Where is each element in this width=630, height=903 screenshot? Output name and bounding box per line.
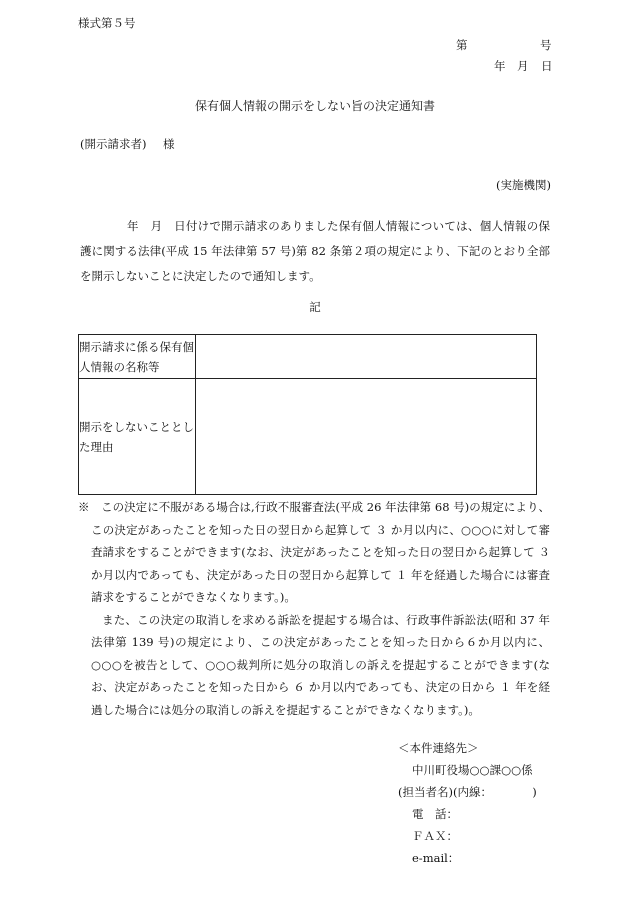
doc-number-go: 号 [540, 38, 552, 52]
implementing-agency: (実施機関) [496, 178, 551, 192]
body-paragraph: 年 月 日付けで開示請求のありました保有個人情報については、個人情報の保護に関する法律(平成 15 年法律第 57 号)第 82 条第２項の規定により、下記のとおり全部を開示しないことに決定したので通知します。 [80, 219, 550, 283]
contact-header: ＜本件連絡先＞ [398, 741, 479, 755]
addressee-honorific: 様 [163, 137, 175, 151]
contact-phone: 電 話： [412, 807, 458, 821]
date-year: 年 [494, 59, 506, 73]
form-number: 様式第５号 [78, 16, 136, 30]
contact-person: (担当者名)(内線： ) [398, 785, 537, 799]
row1-label: 開示請求に係る保有個人情報の名称等 [79, 335, 196, 379]
ki-heading: 記 [309, 300, 321, 314]
table-row [79, 335, 537, 379]
notes-section [78, 496, 550, 721]
date-month: 月 [517, 59, 529, 73]
row2-value [196, 379, 537, 495]
row1-value [196, 335, 537, 379]
contact-email: e-mail： [412, 851, 460, 865]
info-table [78, 334, 537, 495]
note-appeal: ※ この決定に不服がある場合は,行政不服審査法(平成 26 年法律第 68 号)の規定により、この決定があったことを知った日の翌日から起算して ３ か月以内に、○○○に対して審査請求をすることができます(なお、決定があったことを知った日の翌日から起算して ３ か月以内であっても、決定があった日の翌日から起算して １ 年を経過した場合には審査請求をすることができなくなります。)。 [78, 500, 550, 604]
contact-fax: ＦＡＸ： [412, 829, 458, 843]
date-day: 日 [541, 59, 553, 73]
document-title: 保有個人情報の開示をしない旨の決定通知書 [194, 99, 435, 113]
note-lawsuit: また、この決定の取消しを求める訴訟を提起する場合は、行政事件訴訟法(昭和 37 年法律第 139 号)の規定により、この決定があったことを知った日から６か月以内に、○○○を被告として、○○○裁判所に処分の取消しの訴えを提起することができます(なお、決定があったことを知った日から ６ か月以内であっても、決定の日から １ 年を経過した場合には処分の取消しの訴えを提起することができなくなります。)。 [91, 612, 550, 717]
doc-number-dai: 第 [456, 38, 468, 52]
contact-block [398, 737, 537, 869]
addressee-label: (開示請求者) [80, 137, 147, 151]
table-row [79, 379, 537, 495]
row2-label: 開示をしないこととした理由 [79, 379, 196, 495]
contact-department: 中川町役場○○課○○係 [412, 763, 533, 777]
